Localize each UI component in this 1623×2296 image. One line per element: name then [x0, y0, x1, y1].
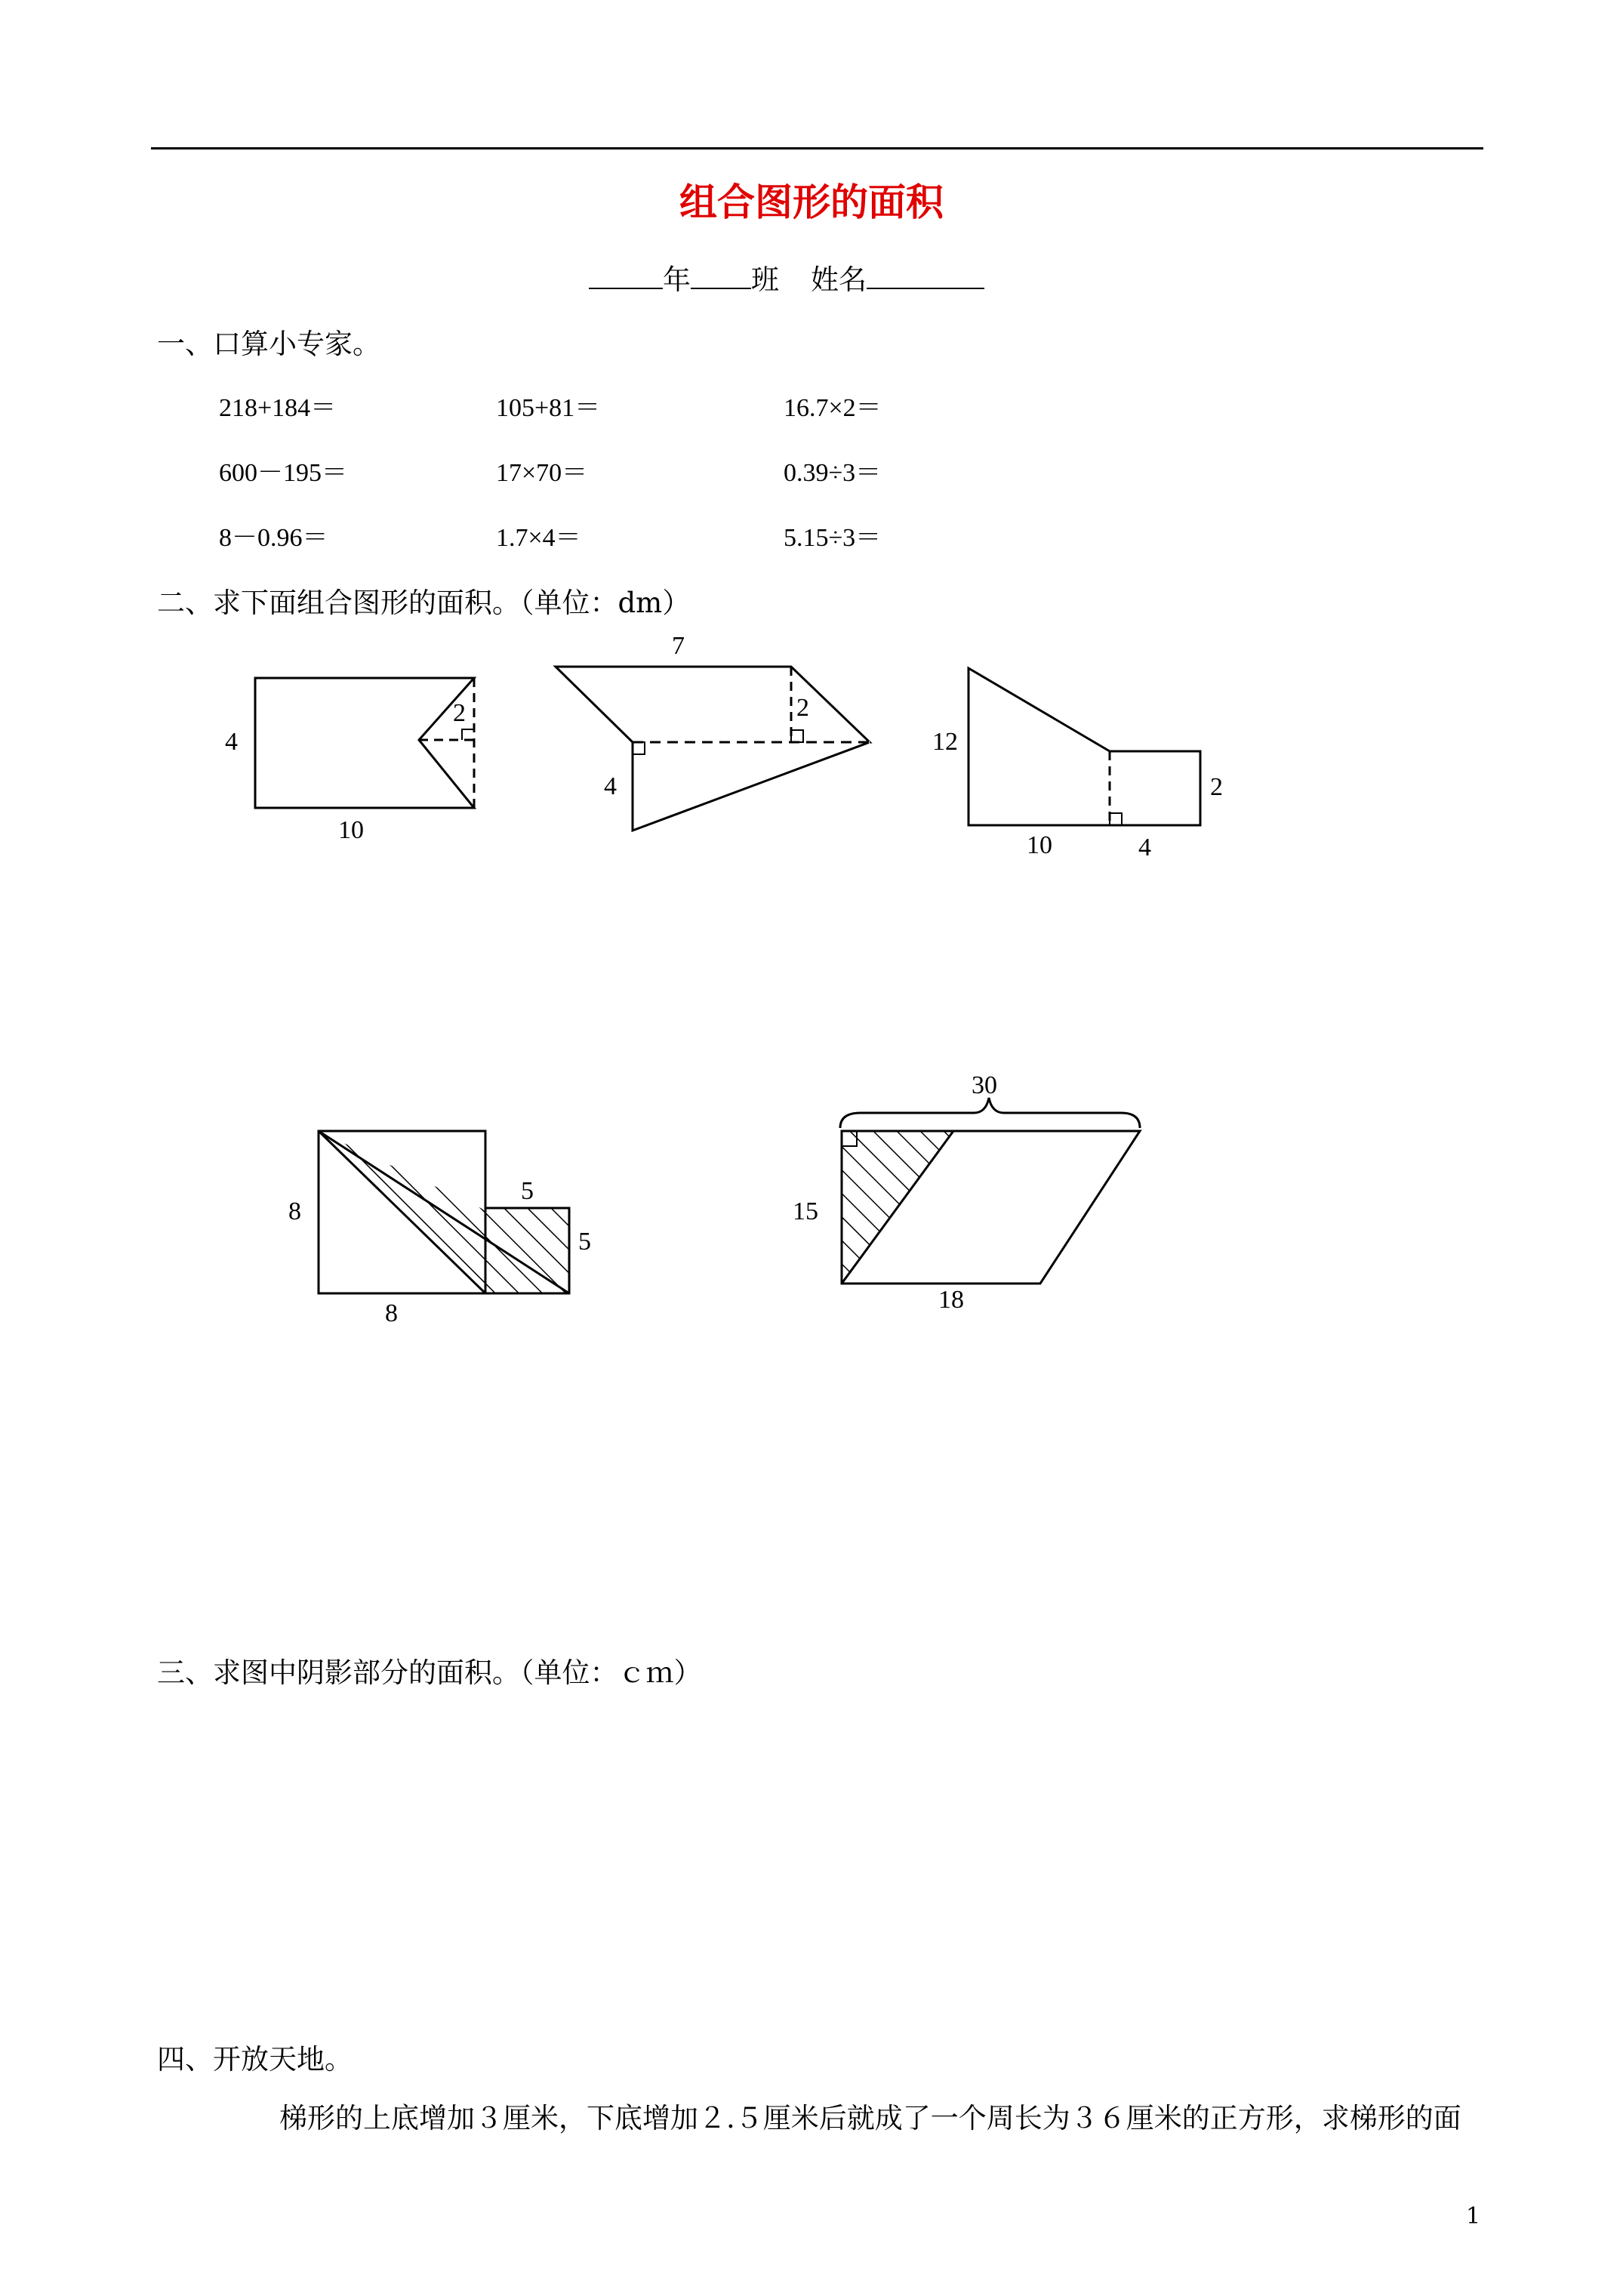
figure5-label-top: 30	[972, 1071, 997, 1099]
calc-item: 16.7×2＝	[784, 394, 882, 422]
figure4-label-top-small: 5	[521, 1177, 534, 1205]
figure1-label-height: 4	[225, 728, 238, 756]
page-number: 1	[1466, 2203, 1481, 2230]
figure2-trapezoid	[556, 667, 870, 742]
figure5-label-left: 15	[793, 1197, 818, 1225]
figure1-outline	[255, 678, 474, 808]
section1-heading: 一、口算小专家。	[157, 328, 380, 360]
figure2-triangle	[633, 742, 870, 831]
calc-item: 17×70＝	[496, 459, 588, 487]
figure1-label-width: 10	[338, 816, 364, 844]
figure1-label-notch: 2	[453, 699, 466, 727]
figure2-label-height: 2	[796, 694, 809, 722]
section4-problem-text: 梯形的上底增加３厘米，下底增加２.５厘米后就成了一个周长为３６厘米的正方形，求梯形的面	[279, 2102, 1461, 2134]
right-angle-mark	[1110, 813, 1122, 825]
figure-trapezoid-triangle	[556, 632, 870, 831]
section4-heading: 四、开放天地。	[157, 2043, 353, 2076]
calc-item: 8－0.96＝	[219, 524, 328, 552]
figure3-label-right: 2	[1210, 773, 1223, 801]
figure-two-squares-shaded	[288, 1131, 591, 1327]
calc-item: 600－195＝	[219, 459, 347, 487]
right-angle-mark	[633, 742, 645, 754]
calc-item: 218+184＝	[219, 394, 337, 422]
calc-item: 5.15÷3＝	[784, 524, 882, 552]
figure3-label-left: 12	[932, 728, 958, 756]
figure4-label-right: 5	[578, 1228, 591, 1256]
figure-trapezoid-rectangle	[932, 668, 1223, 861]
figure4-label-bottom: 8	[385, 1299, 398, 1327]
calc-item: 1.7×4＝	[496, 524, 581, 552]
right-angle-mark	[462, 729, 474, 740]
calc-item: 0.39÷3＝	[784, 459, 882, 487]
section2-heading: 二、求下面组合图形的面积。（单位：dm）	[157, 587, 691, 619]
class-label: 班	[751, 264, 779, 296]
figure-trapezoid-shaded	[793, 1071, 1140, 1314]
figure3-label-bottom1: 10	[1027, 831, 1052, 859]
figure4-label-left: 8	[288, 1197, 301, 1225]
section3-heading: 三、求图中阴影部分的面积。（单位：ｃｍ）	[157, 1657, 702, 1689]
figure5-label-bottom: 18	[938, 1286, 964, 1314]
figure-rectangle-notch	[225, 678, 474, 844]
figure2-label-top: 7	[672, 632, 685, 660]
calc-item: 105+81＝	[496, 394, 601, 422]
figure5-brace	[840, 1098, 1140, 1128]
page-title: 组合图形的面积	[679, 180, 944, 224]
figure3-outline	[969, 668, 1200, 825]
year-label: 年	[663, 264, 691, 296]
right-angle-mark	[791, 730, 803, 742]
name-label: 姓名	[811, 264, 867, 296]
figure2-label-tri: 4	[604, 772, 617, 800]
figure3-label-bottom2: 4	[1138, 834, 1151, 861]
